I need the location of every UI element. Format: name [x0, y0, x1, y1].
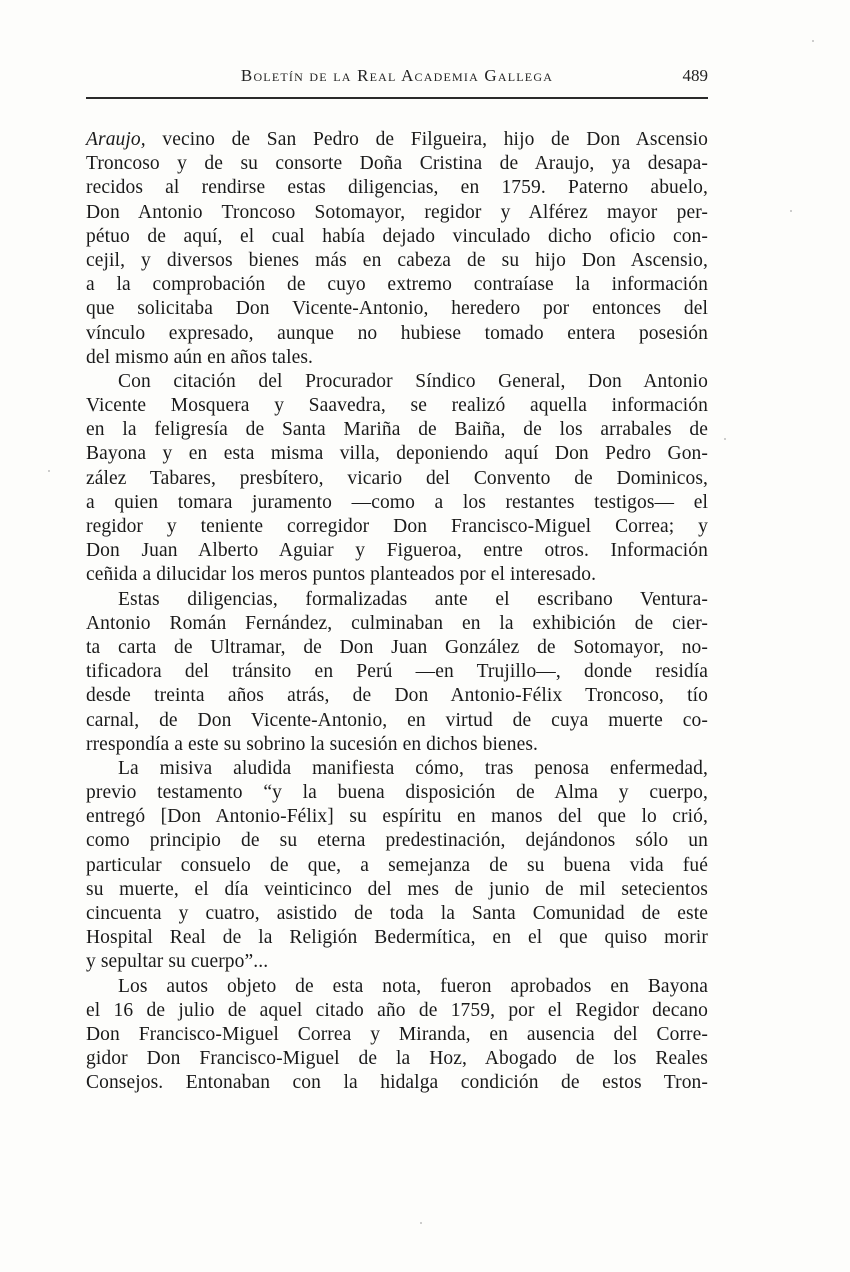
line-text: previo testamento “y la buena disposición de Alma y cuerpo,: [86, 782, 708, 804]
line-text: gidor Don Francisco-Miguel de la Hoz, Abogado de los Reales: [86, 1048, 708, 1070]
text-line: [86, 176, 708, 200]
line-text: Consejos. Entonaban con la hidalga condición de estos Tron-: [86, 1072, 708, 1094]
text-line: [86, 491, 708, 515]
print-speck: [790, 210, 792, 212]
line-text: Don Juan Alberto Aguiar y Figueroa, entre otros. Información: [86, 540, 708, 562]
line-text: zález Tabares, presbítero, vicario del Convento de Dominicos,: [86, 467, 708, 489]
text-line: [86, 854, 708, 878]
print-speck: [724, 438, 726, 440]
text-line: [86, 975, 708, 999]
text-line: [86, 950, 708, 974]
text-line: [86, 1071, 708, 1095]
line-text: desde treinta años atrás, de Don Antonio-Félix Troncoso, tío: [86, 685, 708, 707]
line-text: tificadora del tránsito en Perú —en Trujillo—, donde residía: [86, 661, 708, 683]
line-text: el 16 de julio de aquel citado año de 1759, por el Regidor decano: [86, 999, 708, 1021]
text-line: [86, 152, 708, 176]
print-speck: [420, 1222, 422, 1224]
text-line: [86, 588, 708, 612]
line-text: en la feligresía de Santa Mariña de Baiña, de los arrabales de: [86, 419, 708, 441]
text-line: [86, 733, 708, 757]
print-speck: [48, 470, 50, 472]
line-text: vínculo expresado, aunque no hubiese tomado entera posesión: [86, 322, 708, 344]
line-text: Con citación del Procurador Síndico General, Don Antonio: [118, 370, 708, 392]
line-text: carnal, de Don Vicente-Antonio, en virtud de cuya muerte co-: [86, 709, 708, 731]
text-line: [86, 322, 708, 346]
text-line: [86, 1047, 708, 1071]
text-line: [86, 370, 708, 394]
text-line: [86, 249, 708, 273]
line-text: y sepultar su cuerpo”...: [86, 951, 269, 973]
body-text: [86, 128, 708, 1096]
text-line: [86, 612, 708, 636]
text-line: [86, 273, 708, 297]
line-text: cincuenta y cuatro, asistido de toda la Santa Comunidad de este: [86, 903, 708, 924]
text-line: [86, 563, 708, 587]
text-line: [86, 829, 708, 853]
line-text: Bayona y en esta misma villa, deponiendo aquí Don Pedro Gon-: [86, 443, 708, 465]
line-text: vecino de San Pedro de Filgueira, hijo de Don Ascensio: [145, 129, 708, 150]
line-text: recidos al rendirse estas diligencias, en 1759. Paterno abuelo,: [86, 177, 708, 199]
header-rule: [86, 97, 708, 99]
text-line: [86, 805, 708, 829]
print-speck: [812, 40, 814, 42]
text-line: [86, 201, 708, 225]
line-text: Don Antonio Troncoso Sotomayor, regidor y Alférez mayor per-: [86, 201, 708, 223]
text-line: [86, 1023, 708, 1047]
text-line: [86, 346, 708, 370]
line-text: Los autos objeto de esta nota, fueron aprobados en Bayona: [118, 975, 708, 997]
line-text: entregó [Don Antonio-Félix] su espíritu en manos del que lo crió,: [86, 806, 708, 828]
text-line: [86, 418, 708, 442]
line-text: ceñida a dilucidar los meros puntos planteados por el interesado.: [86, 564, 597, 586]
line-text: rrespondía a este su sobrino la sucesión en dichos bienes.: [86, 733, 539, 755]
line-text: Vicente Mosquera y Saavedra, se realizó aquella información: [86, 395, 708, 417]
text-line: [86, 467, 708, 491]
text-line: [86, 515, 708, 539]
text-line: [86, 757, 708, 781]
text-line: [86, 902, 708, 926]
text-line: [86, 781, 708, 805]
text-line: [86, 926, 708, 950]
text-line: [86, 684, 708, 708]
line-text: regidor y teniente corregidor Don Francisco-Miguel Correa; y: [86, 516, 708, 537]
line-text: pétuo de aquí, el cual había dejado vinculado dicho oficio con-: [86, 225, 708, 247]
line-text: Hospital Real de la Religión Bedermítica, en el que quiso morir: [86, 927, 708, 949]
text-line: [86, 660, 708, 684]
line-text: La misiva aludida manifiesta cómo, tras penosa enfermedad,: [118, 757, 708, 779]
journal-title: Boletín de la Real Academia Gallega: [240, 66, 554, 85]
line-text: a quien tomara juramento —como a los restantes testigos— el: [86, 491, 708, 513]
text-line: [86, 128, 708, 152]
line-text: que solicitaba Don Vicente-Antonio, heredero por entonces del: [86, 298, 708, 320]
text-line: [86, 878, 708, 902]
page-number: 489: [682, 66, 708, 85]
italic-text: Araujo,: [86, 129, 146, 150]
text-line: [86, 442, 708, 466]
line-text: Troncoso y de su consorte Doña Cristina de Araujo, ya desapa-: [86, 153, 708, 175]
line-text: a la comprobación de cuyo extremo contraíase la información: [86, 274, 708, 296]
text-line: [86, 297, 708, 321]
line-text: particular consuelo de que, a semejanza de su buena vida fué: [86, 854, 708, 876]
line-text: Antonio Román Fernández, culminaban en la exhibición de cier-: [86, 612, 708, 634]
text-line: [86, 394, 708, 418]
text-line: [86, 636, 708, 660]
text-line: [86, 539, 708, 563]
line-text: Estas diligencias, formalizadas ante el escribano Ventura-: [118, 588, 708, 610]
line-text: cejil, y diversos bienes más en cabeza de su hijo Don Ascensio,: [86, 249, 708, 271]
line-text: Don Francisco-Miguel Correa y Miranda, en ausencia del Corre-: [86, 1023, 708, 1045]
text-line: [86, 709, 708, 733]
line-text: su muerte, el día veinticinco del mes de junio de mil setecientos: [86, 878, 708, 900]
line-text: ta carta de Ultramar, de Don Juan González de Sotomayor, no-: [86, 636, 708, 658]
line-text: del mismo aún en años tales.: [86, 346, 314, 368]
text-line: [86, 999, 708, 1023]
running-head: [86, 66, 708, 90]
line-text: como principio de su eterna predestinación, dejándonos sólo un: [86, 830, 708, 852]
text-line: [86, 225, 708, 249]
